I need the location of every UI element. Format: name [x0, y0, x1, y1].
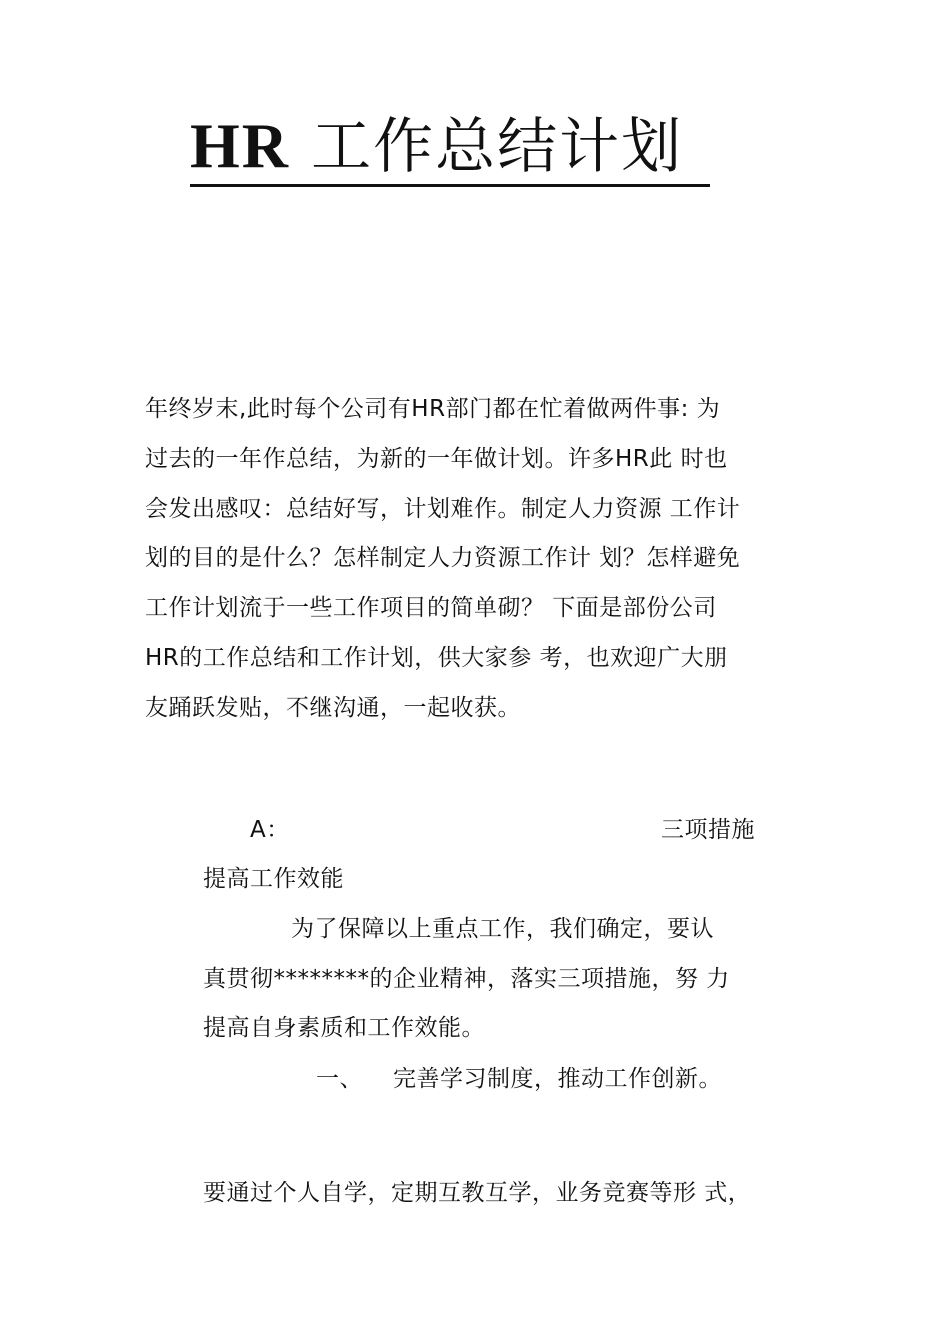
- section-a-heading-right: 三项措施: [661, 817, 755, 843]
- intro-line: 划的目的是什么？怎样制定人力资源工作计 划？怎样避免: [145, 545, 741, 571]
- intro-line: 年终岁末,此时每个公司有HR部门都在忙着做两件事: 为: [145, 396, 721, 422]
- intro-line: 友踊跃发贴，不继沟通，一起收获。: [145, 695, 521, 721]
- title-chinese: 工作总结计划: [290, 112, 684, 182]
- section-a-heading-cont: 提高工作效能: [203, 866, 344, 892]
- body-line: 提高自身素质和工作效能。: [203, 1015, 485, 1041]
- intro-line: 工作计划流于一些工作项目的简单砌？ 下面是部份公司: [145, 595, 717, 621]
- body-line: 为了保障以上重点工作，我们确定，要认: [291, 916, 714, 942]
- item-one-text: 完善学习制度，推动工作创新。: [393, 1066, 722, 1092]
- intro-line: HR的工作总结和工作计划，供大家参 考，也欢迎广大朋: [145, 645, 728, 671]
- section-a-label: A：: [250, 817, 290, 843]
- intro-line: 过去的一年作总结，为新的一年做计划。许多HR此 时也: [145, 446, 728, 472]
- body-line-last: 要通过个人自学，定期互教互学，业务竞赛等形 式，: [203, 1180, 752, 1206]
- intro-line: 会发出感叹：总结好写，计划难作。制定人力资源 工作计: [145, 496, 741, 522]
- body-line: 真贯彻********的企业精神，落实三项措施，努 力: [203, 966, 730, 992]
- document-title: [190, 108, 710, 187]
- section-a-heading: [250, 815, 755, 845]
- item-one-number: 一、: [316, 1066, 363, 1092]
- title-latin: HR: [190, 110, 290, 181]
